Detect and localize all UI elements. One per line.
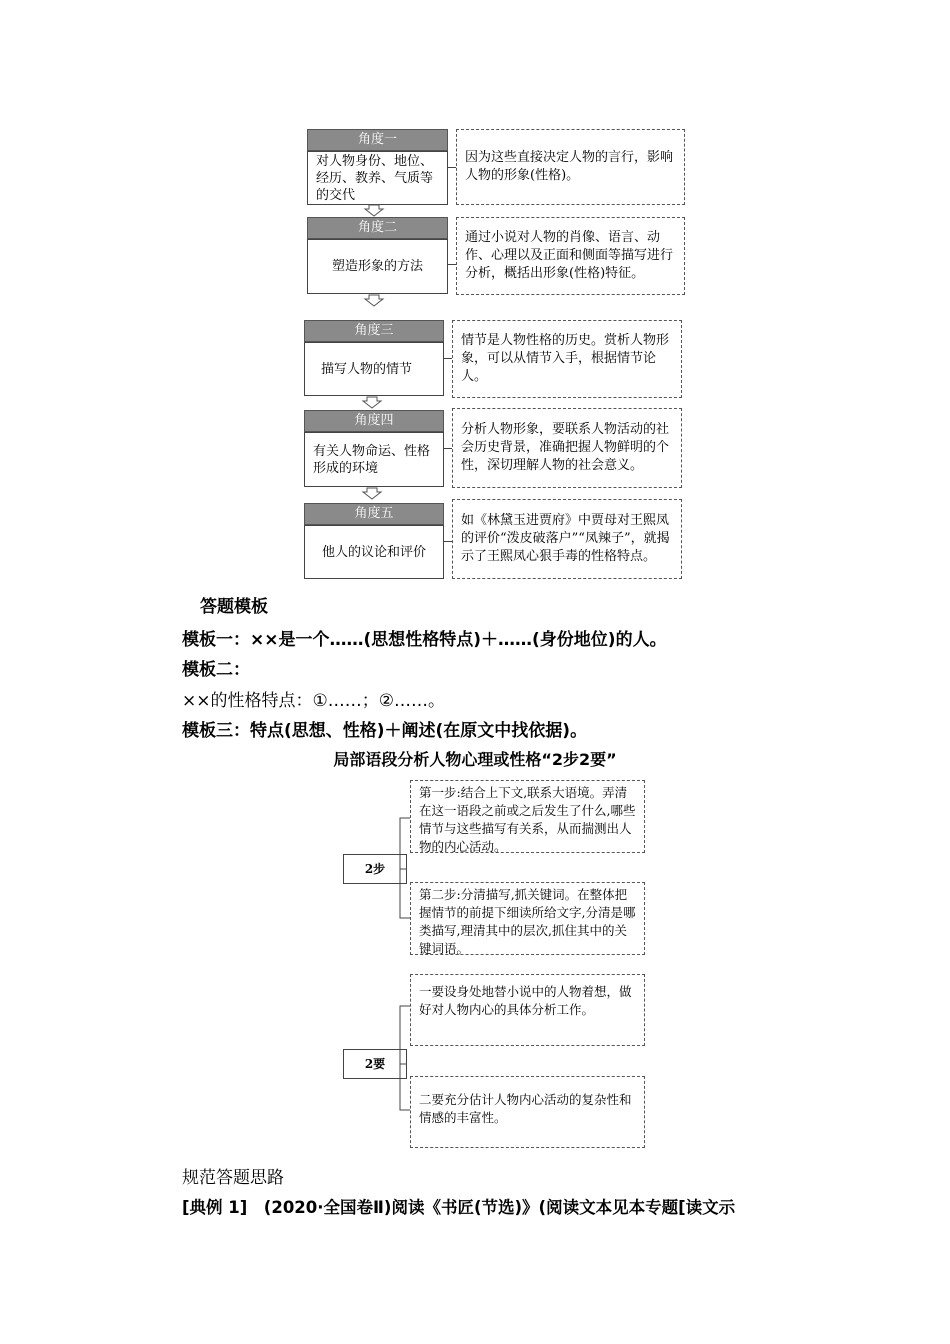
angle-2-body-text: 塑造形象的方法 [331,259,423,274]
template-three: 模板三：特点(思想、性格)＋阐述(在原文中找依据)。 [182,721,588,741]
step-two-text: 第二步:分清描写,抓关键词。在整体把握情节的前提下细读所给文字,分清是哪类描写,理清其中的层次,抓住其中的关键词语。 [419,887,636,956]
section-title: 局部语段分析人物心理或性格“2步2要” [333,750,617,769]
example-line: [典例 1] (2020·全国卷Ⅱ)阅读《书匠(节选)》(阅读文本见本专题[读文示 [182,1198,736,1217]
step-one-text: 第一步:结合上下文,联系大语境。弄清在这一语段之前或之后发生了什么,哪些情节与这些描写有关系，从而揣测出人物的内心活动。 [419,785,636,854]
angle-5-header: 角度五 [304,503,444,525]
angle-1-header: 角度一 [307,129,448,151]
step-two-box [410,882,645,955]
template-two-label: 模板二： [182,660,250,680]
angle-4-note-text: 分析人物形象，要联系人物活动的社会历史背景，准确把握人物鲜明的个性，深切理解人物的社会意义。 [461,422,670,473]
musts-label-box: 2要 [343,1049,407,1079]
angle-2-header: 角度二 [307,217,448,239]
must-two-box [410,1076,645,1148]
must-one-box [410,974,645,1046]
template-two-body: ××的性格特点：①……；②……。 [182,691,445,711]
angle-3-note-text: 情节是人物性格的历史。赏析人物形象，可以从情节入手，根据情节论人。 [461,333,670,384]
angle-5-note-text: 如《林黛玉进贾府》中贾母对王熙凤的评价“泼皮破落户”“凤辣子”，就揭示了王熙凤心狠手毒的性格特点。 [461,513,670,564]
template-heading: 答题模板 [200,597,268,617]
must-one-text: 一要设身处地替小说中的人物着想，做好对人物内心的具体分析工作。 [419,984,632,1017]
angle-2-note-text: 通过小说对人物的肖像、语言、动作、心理以及正面和侧面等描写进行分析，概括出形象(性格)特征。 [465,230,674,281]
angle-3-body-text: 描写人物的情节 [321,361,413,377]
step-one-box [410,780,645,853]
angle-1-body-text: 对人物身份、地位、经历、教养、气质等的交代 [316,153,434,203]
angle-4-body-text: 有关人物命运、性格形成的环境 [313,443,431,476]
steps-label-box: 2步 [343,854,407,884]
approach-heading: 规范答题思路 [182,1168,284,1188]
angle-4-header: 角度四 [304,410,444,432]
template-one: 模板一：××是一个……(思想性格特点)＋……(身份地位)的人。 [182,630,667,650]
angle-1-note-text: 因为这些直接决定人物的言行，影响人物的形象(性格)。 [465,150,674,183]
angle-3-header: 角度三 [304,320,444,342]
angle-5-body-text: 他人的议论和评价 [321,544,426,560]
must-two-text: 二要充分估计人物内心活动的复杂性和情感的丰富性。 [419,1092,632,1125]
